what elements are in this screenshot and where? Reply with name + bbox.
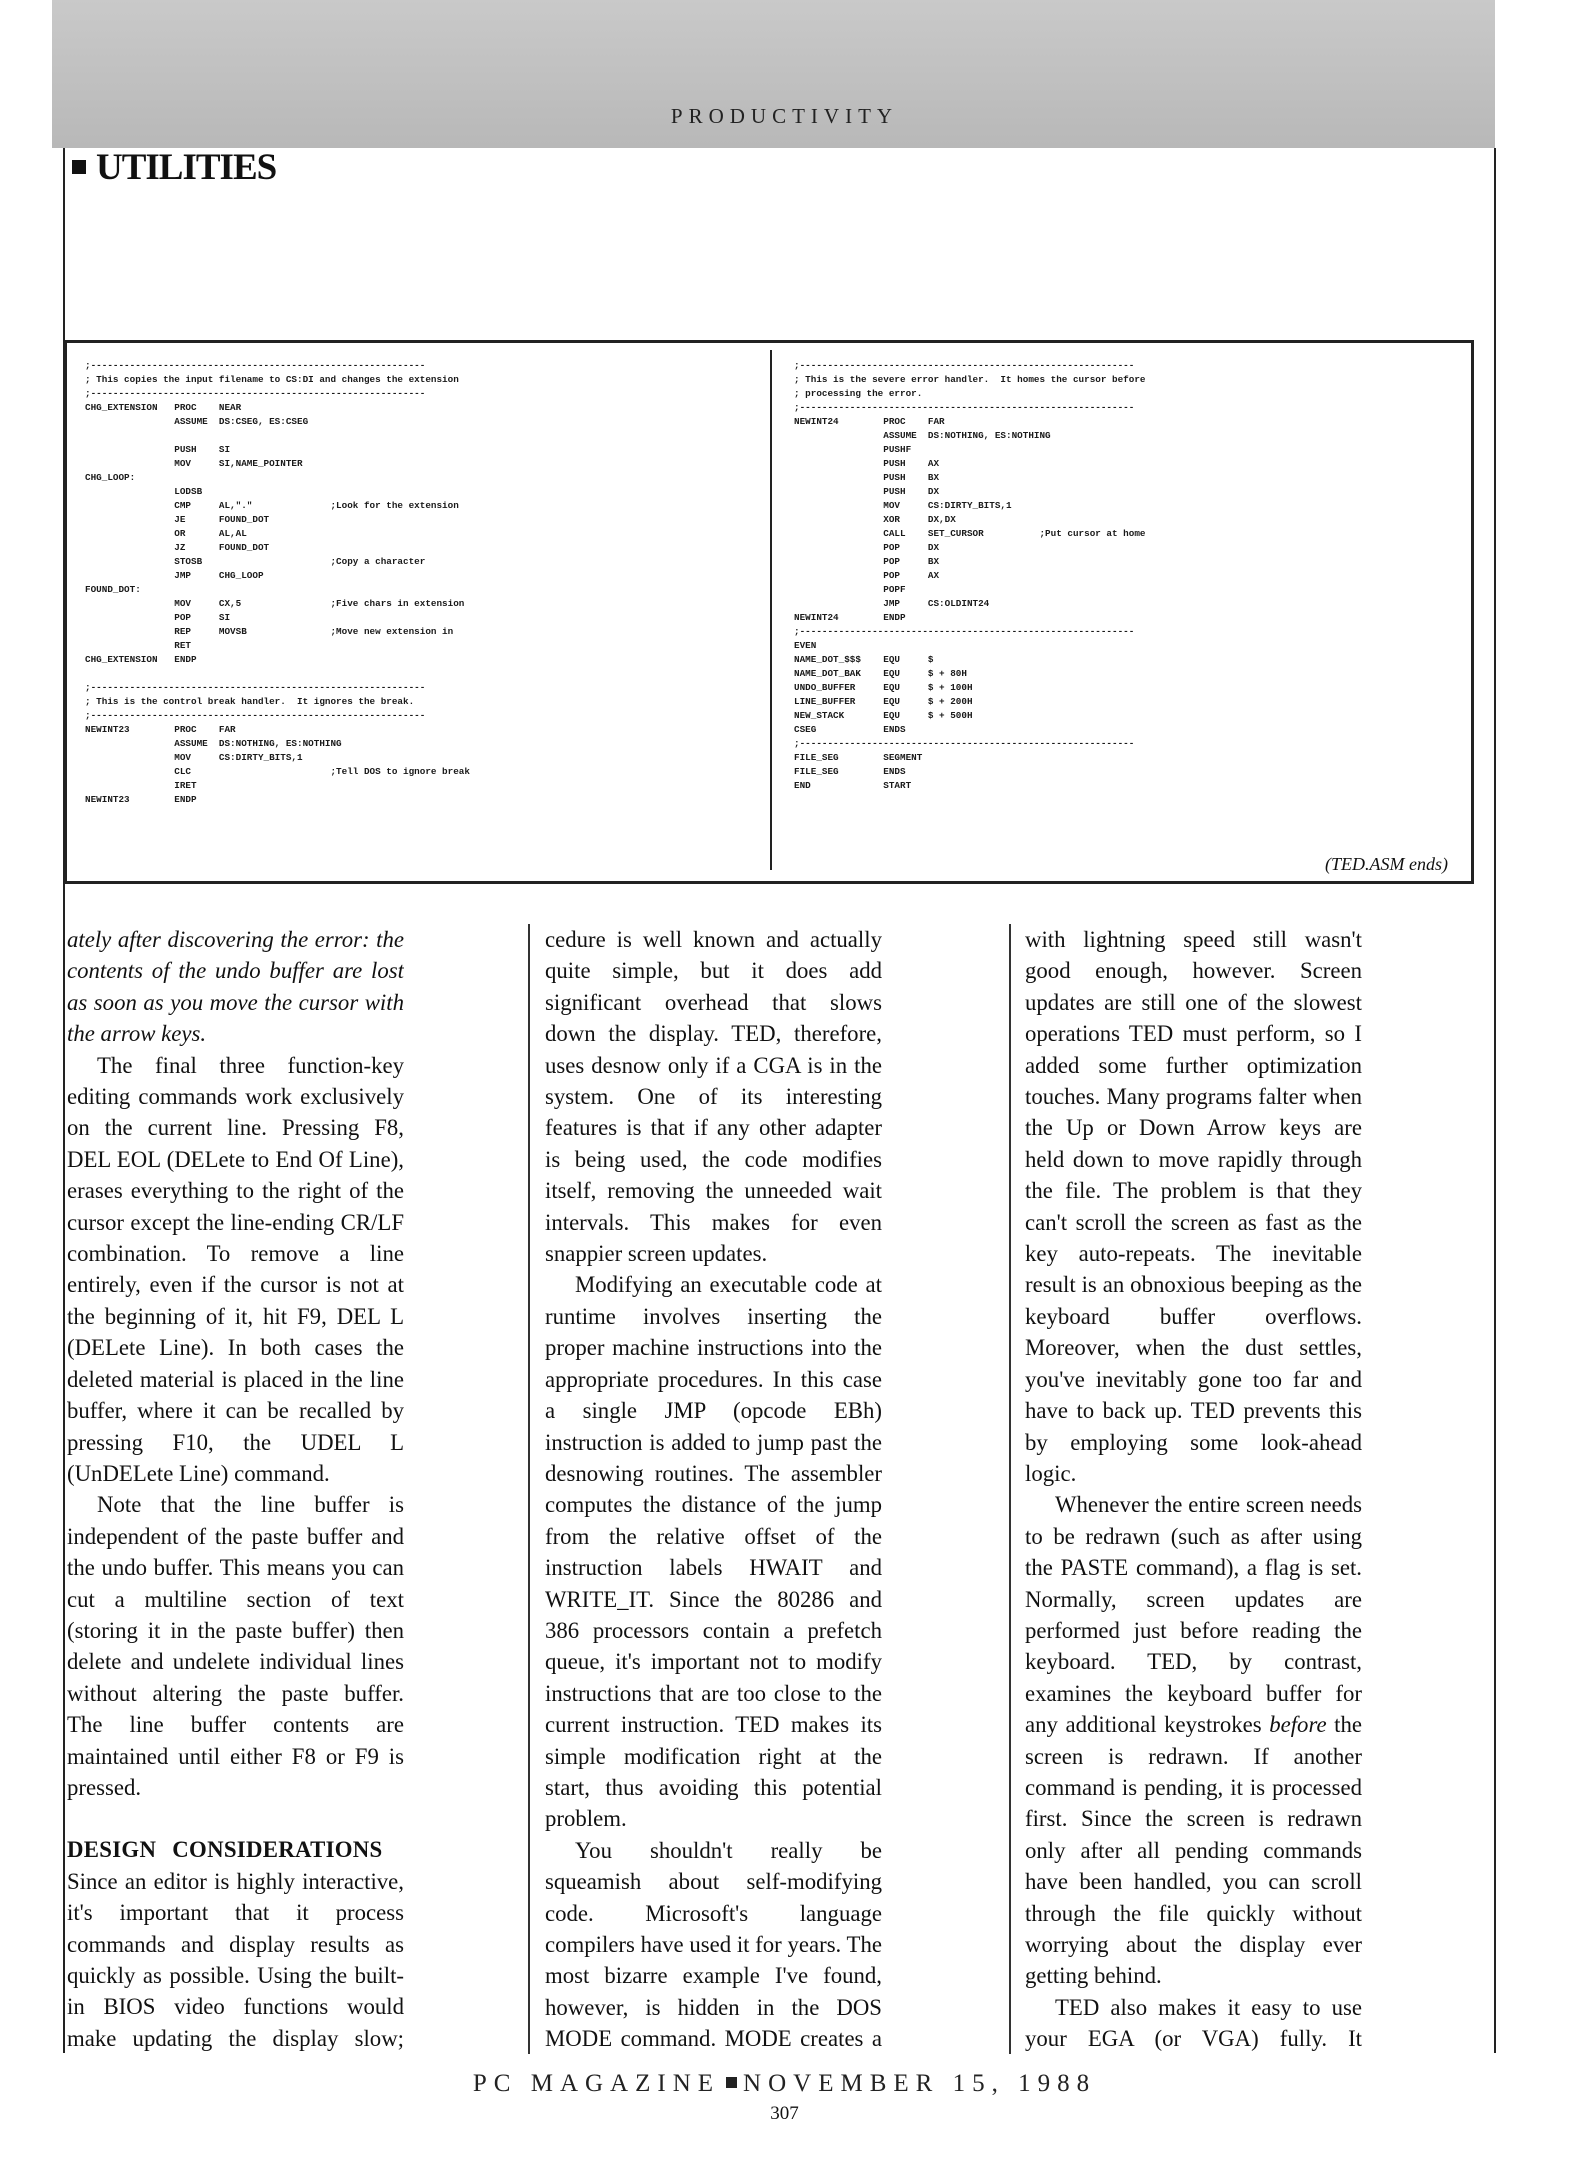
paragraph: Modifying an executable code at runtime involves inserting the proper machine instructions into the appropriate procedures. In this case a single JMP (opcode EBh) instruction is added to jump past the desnowing routines. The assembler computes the distance of the jump from the relative offset of the instruction labels HWAIT and WRITE_IT. Since the 80286 and 386 processors contain a prefetch queue, it's important not to modify instructions that are too close to the current instruction. TED makes its simple modification right at the start, thus avoiding this potential problem.	[545, 1272, 882, 1832]
code-listing-right: ;------------------------------------------------------------ ; This is the severe error handler. It homes the cursor before ; processing the error. ;------------------------------------------------------------ NEWINT24 PROC FAR ASSUME DS:NOTHING, ES:NOTHING PUSHF PUSH AX PUSH BX PUSH DX MOV CS:DIRTY_BITS,1 XOR DX,DX CALL SET_CURSOR ;Put cursor at home POP DX POP BX POP AX POPF JMP CS:OLDINT24 NEWINT24 ENDP ;------------------------------------------------------------ EVEN NAME_DOT_$$$ EQU $ NAME_DOT_BAK EQU $ + 80H UNDO_BUFFER EQU $ + 100H LINE_BUFFER EQU $ + 200H NEW_STACK EQU $ + 500H CSEG ENDS ;------------------------------------------------------------ FILE_SEG SEGMENT FILE_SEG ENDS END START	[794, 360, 1146, 791]
column-rule	[528, 924, 530, 2054]
emphasis: before	[1269, 1712, 1327, 1738]
bullet-square-icon	[726, 2077, 737, 2088]
footer-date: NOVEMBER 15, 1988	[743, 2070, 1097, 2097]
listing-divider	[770, 350, 772, 870]
department-label: UTILITIES	[96, 147, 277, 188]
paragraph-text: ately after discovering the error: the contents of the undo buffer are lost as soon as you move the cursor with the arrow keys.	[67, 927, 404, 1047]
paragraph: You shouldn't really be squeamish about self-modifying code. Microsoft's language compilers have used it for years. The most bizarre example I've found, however, is hidden in the DOS MODE command. MODE creates a	[545, 1837, 882, 2052]
paragraph: cedure is well known and actually quite simple, but it does add significant overhead that slows down the display. TED, therefore, uses desnow only if a CGA is in the system. One of its interesting features is that if any other adapter is being used, the code modifies itself, removing the unneeded wait intervals. This makes for even snappier screen updates.	[545, 927, 882, 1267]
page-frame-right	[1494, 148, 1496, 2053]
paragraph: TED also makes it easy to use your EGA (or VGA) fully. It	[1025, 1994, 1362, 2052]
department-title	[72, 146, 276, 189]
section-label: PRODUCTIVITY	[670, 104, 899, 128]
paragraph-text: Since an editor is highly interactive, it's important that it process commands and display results as quickly as possible. Using the built-in BIOS video functions would make updating the display slow;	[67, 1868, 404, 2051]
bullet-square-icon	[72, 160, 86, 174]
paragraph: Note that the line buffer is independent of the paste buffer and the undo buffer. This means you can cut a multiline section of text (storing it in the paste buffer) then delete and undelete individual lines without altering the paste buffer. The line buffer contents are maintained until either F8 or F9 is pressed.	[67, 1492, 404, 1800]
paragraph	[67, 924, 404, 1050]
paragraph: Whenever the entire screen needs to be redrawn (such as after using the PASTE command), a flag is set. Normally, screen updates are performed just before reading the keyboard. TED, by contrast, examines the keyboard buffer for any additional keystrokes before the screen is redrawn. If another command is pending, it is processed first. Since the screen is redrawn only after all pending commands have been handled, you can scroll through the file quickly without worrying about the display ever getting behind.	[1025, 1492, 1362, 1989]
subhead: DESIGN CONSIDERATIONS	[67, 1837, 383, 1863]
text-column-1	[67, 924, 404, 2059]
code-listing-left: ;------------------------------------------------------------ ; This copies the input filename to CS:DI and changes the extension ;------------------------------------------------------------ CHG_EXTENSION PROC NEAR ASSUME DS:CSEG, ES:CSEG PUSH SI MOV SI,NAME_POINTER CHG_LOOP: LODSB CMP AL,"." ;Look for the extension JE FOUND_DOT OR AL,AL JZ FOUND_DOT STOSB ;Copy a character JMP CHG_LOOP FOUND_DOT: MOV CX,5 ;Five chars in extension POP SI REP MOVSB ;Move new extension in RET CHG_EXTENSION ENDP ;------------------------------------------------------------ ; This is the control break handler. It ignores the break. ;------------------------------------------------------------ NEWINT23 PROC FAR ASSUME DS:NOTHING, ES:NOTHING MOV CS:DIRTY_BITS,1 CLC ;Tell DOS to ignore break IRET NEWINT23 ENDP	[85, 360, 470, 805]
listing-caption: (TED.ASM ends)	[1325, 854, 1448, 874]
paragraph: with lightning speed still wasn't good enough, however. Screen updates are still one of the slowest operations TED must perform, so I added some further optimization touches. Many programs falter when the Up or Down Arrow keys are held down to move rapidly through the file. The problem is that they can't scroll the screen as fast as the key auto-repeats. The inevitable result is an obnoxious beeping as the keyboard buffer overflows. Moreover, when the dust settles, you've inevitably gone too far and have to back up. TED prevents this by employing some look-ahead logic.	[1025, 927, 1362, 1486]
footer-magazine: PC MAGAZINE	[472, 2070, 721, 2097]
text-column-2	[545, 924, 882, 2059]
column-rule	[1009, 924, 1011, 2054]
page-number: 307	[770, 2103, 799, 2124]
footer	[0, 2070, 1569, 2098]
paragraph	[67, 1834, 404, 2059]
paragraph: The final three function-key editing commands work exclusively on the current line. Pressing F8, DEL EOL (DELete to End Of Line), erases everything to the right of the cursor except the line-ending CR/LF combination. To remove a line entirely, even if the cursor is not at the beginning of it, hit F9, DEL L (DELete Line). In both cases the deleted material is placed in the line buffer, where it can be recalled by pressing F10, the UDEL L (UnDELete Line) command.	[67, 1052, 404, 1486]
text-column-3	[1025, 924, 1362, 2059]
